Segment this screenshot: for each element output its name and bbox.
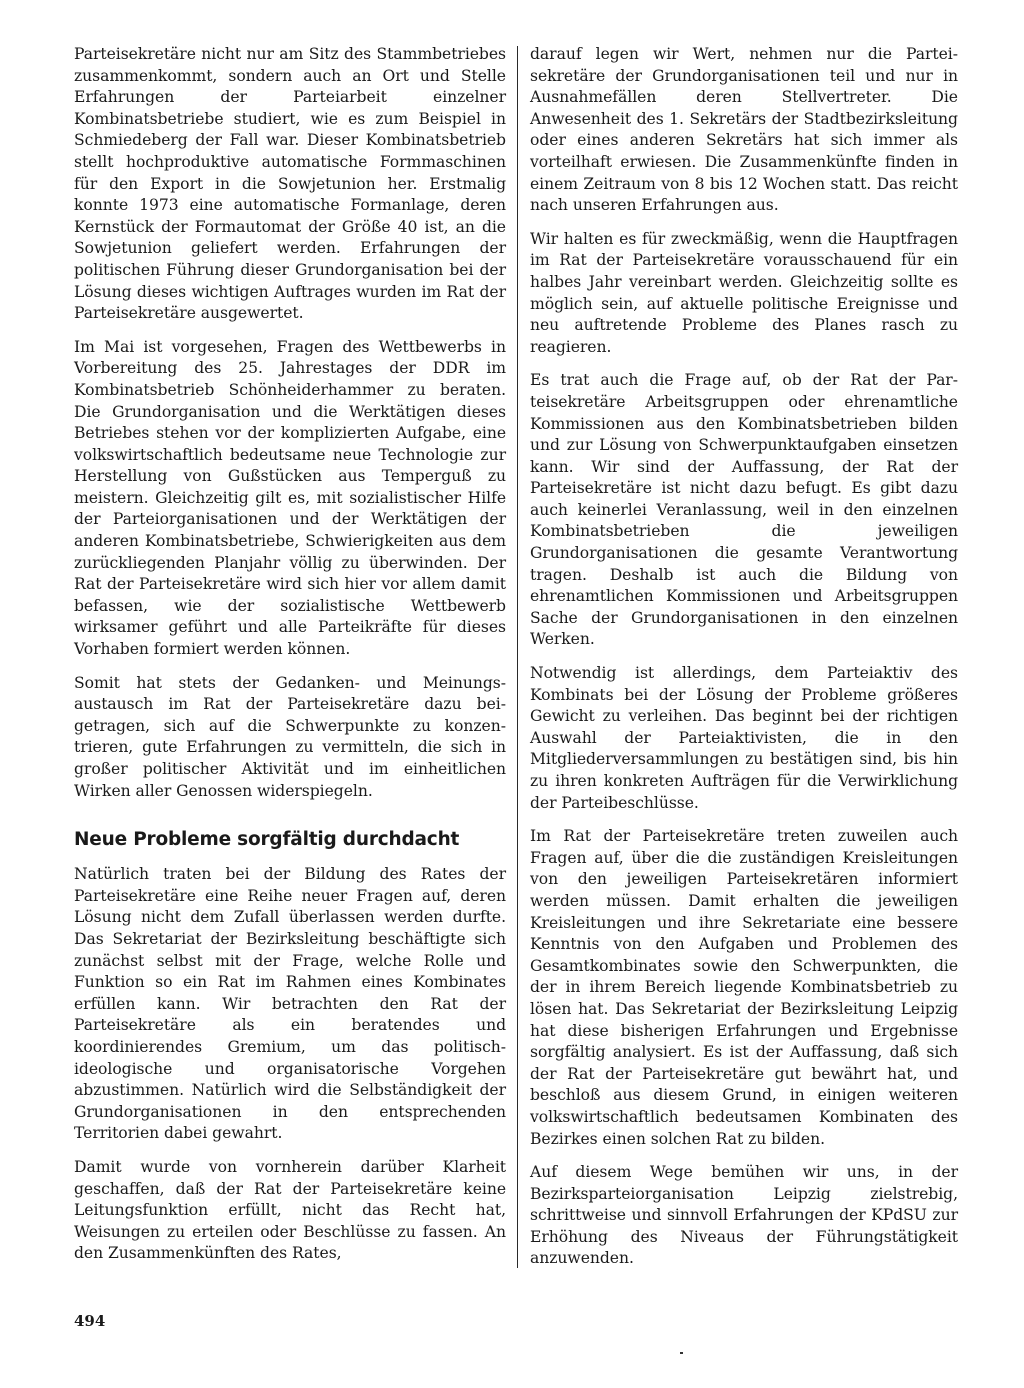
paragraph: Im Rat der Parteisekretäre treten zuweilen auch Fragen auf, über die die zuständigen Kreisleitungen von den jeweiligen Parteisekretären informiert werden müssen. Damit erhalten die jeweiligen Kreisleitungen und ihre Sekretariate eine bessere Kenntnis von den Aufgaben und Problemen des Gesamtkombinates sowie den Schwerpunkten, die der in ihrem Bereich liegende Kombinatsbetrieb zu lösen hat. Das Sekretariat der Bezirksleitung Leipzig hat diese bisherigen Erfahrungen und Ergebnisse sorgfältig analysiert. Es ist der Auffassung, daß sich der Rat der Parteisekretäre gut bewährt hat, und beschloß aus diesem Grund, in einigen weiteren volkswirtschaftlich bedeutsamen Kombinaten des Bezirkes einen solchen Rat zu bilden. <box>530 827 958 1148</box>
paragraph: Notwendig ist allerdings, dem Parteiaktiv des Kombinats bei der Lösung der Probleme größeres Gewicht zu verleihen. Das beginnt bei der richtigen Auswahl der Parteiaktivisten, die in den Mitgliederversammlungen zu bestätigen sind, bis hin zu ihren konkreten Aufträgen für die Verwirklichung der Parteibeschlüsse. <box>530 664 958 812</box>
right-column <box>530 44 958 1270</box>
page-number: 494 <box>74 1312 106 1330</box>
paragraph: Parteisekretäre nicht nur am Sitz des Stammbetriebes zusammenkommt, sondern auch an Ort und Stelle Erfahrungen der Parteiarbeit einzelner Kombinatsbetriebe studiert, wie es zum Beispiel in Schmiedeberg der Fall war. Dieser Kombinatsbetrieb stellt hochproduktive automatische Formmaschinen für den Export in die Sowjetunion her. Erstmalig konnte 1973 eine automatische Formanlage, deren Kernstück der Formautomat der Größe 40 ist, an die Sowjetunion geliefert werden. Erfahrungen der politischen Führung dieser Grundorganisation bei der Lösung dieses wichtigen Auftrages wurden im Rat der Parteisekretäre ausgewertet. <box>74 45 506 323</box>
column-divider <box>517 46 518 1268</box>
section-heading: Neue Probleme sorgfältig durchdacht <box>74 829 460 851</box>
paragraph: darauf legen wir Wert, nehmen nur die Parteisekretäre der Grundorganisationen teil und nur in Ausnahmefällen deren Stellvertreter. Die Anwesenheit des 1. Sekretärs der Stadtbezirksleitung oder eines anderen Sekretärs hat sich immer als vorteilhaft erwiesen. Die Zusammenkünfte finden in einem Zeitraum von 8 bis 12 Wochen statt. Das reicht nach unseren Erfahrungen aus. <box>530 45 958 215</box>
paragraph: Es trat auch die Frage auf, ob der Rat der Parteisekretäre Arbeitsgruppen oder ehrenamtliche Kommissionen aus den Kombinatsbetrieben bilden und zur Lösung von Schwerpunktaufgaben einsetzen kann. Wir sind der Auffassung, der Rat der Parteisekretäre ist nicht dazu befugt. Es gibt dazu auch keinerlei Veranlassung, weil in den einzelnen Kombinatsbetrieben die jeweiligen Grundorganisationen die gesamte Verantwortung tragen. Deshalb ist auch die Bildung von ehrenamtlichen Kommissionen und Arbeitsgruppen Sache der Grundorganisationen in den einzelnen Werken. <box>530 371 958 649</box>
paragraph: Natürlich traten bei der Bildung des Rates der Parteisekretäre eine Reihe neuer Fragen auf, deren Lösung nicht dem Zufall überlassen werden durfte. Das Sekretariat der Bezirksleitung beschäftigte sich zunächst selbst mit der Frage, welche Rolle und Funktion so ein Rat im Rahmen eines Kombinates erfüllen kann. Wir betrachten den Rat der Parteisekretäre als ein beratendes und koordinierendes Gremium, um das politisch-ideologische und organisatorische Vorgehen abzustimmen. Natürlich wird die Selbständigkeit der Grundorganisationen in den entsprechenden Territorien dabei gewahrt. <box>74 865 506 1143</box>
print-speck <box>680 1352 683 1354</box>
paragraph: Somit hat stets der Gedanken- und Meinungsaustausch im Rat der Parteisekretäre dazu beigetragen, sich auf die Schwerpunkte zu konzentrieren, gute Erfahrungen zu vermitteln, die sich in großer politischer Aktivität und im einheitlichen Wirken aller Genossen widerspiegeln. <box>74 673 506 800</box>
paragraph: Auf diesem Wege bemühen wir uns, in der Bezirksparteiorganisation Leipzig zielstrebig, schrittweise und sinnvoll Erfahrungen der KPdSU zur Erhöhung des Niveaus der Führungstätigkeit anzuwenden. <box>530 1163 958 1268</box>
paragraph: Damit wurde von vornherein darüber Klarheit geschaffen, daß der Rat der Parteisekretäre keine Leitungsfunktion erfüllt, nicht das Recht hat, Weisungen zu erteilen oder Beschlüsse zu fassen. An den Zusammenkünften des Rates, <box>74 1157 506 1263</box>
paragraph: Im Mai ist vorgesehen, Fragen des Wettbewerbs in Vorbereitung des 25. Jahrestages der DDR im Kombinatsbetrieb Schönheiderhammer zu beraten. Die Grundorganisation und die Werktätigen dieses Betriebes stehen vor der komplizierten Aufgabe, eine volkswirtschaftlich bedeutsame neue Technologie zur Herstellung von Gußstücken aus Temperguß zu meistern. Gleichzeitig gilt es, mit sozialistischer Hilfe der Parteiorganisationen und der Werktätigen der anderen Kombinatsbetriebe, Schwierigkeiten aus dem zurückliegenden Planjahr völlig zu überwinden. Der Rat der Parteisekretäre wird sich hier vor allem damit befassen, wie der sozialistische Wettbewerb wirksamer geführt und alle Parteikräfte für dieses Vorhaben formiert werden können. <box>74 337 506 659</box>
left-column <box>74 44 506 1265</box>
paragraph: Wir halten es für zweckmäßig, wenn die Hauptfragen im Rat der Parteisekretäre vorausschauend für ein halbes Jahr vereinbart werden. Gleichzeitig sollte es möglich sein, auf aktuelle politische Ereignisse und neu auftretende Probleme des Planes rasch zu reagieren. <box>530 229 958 356</box>
